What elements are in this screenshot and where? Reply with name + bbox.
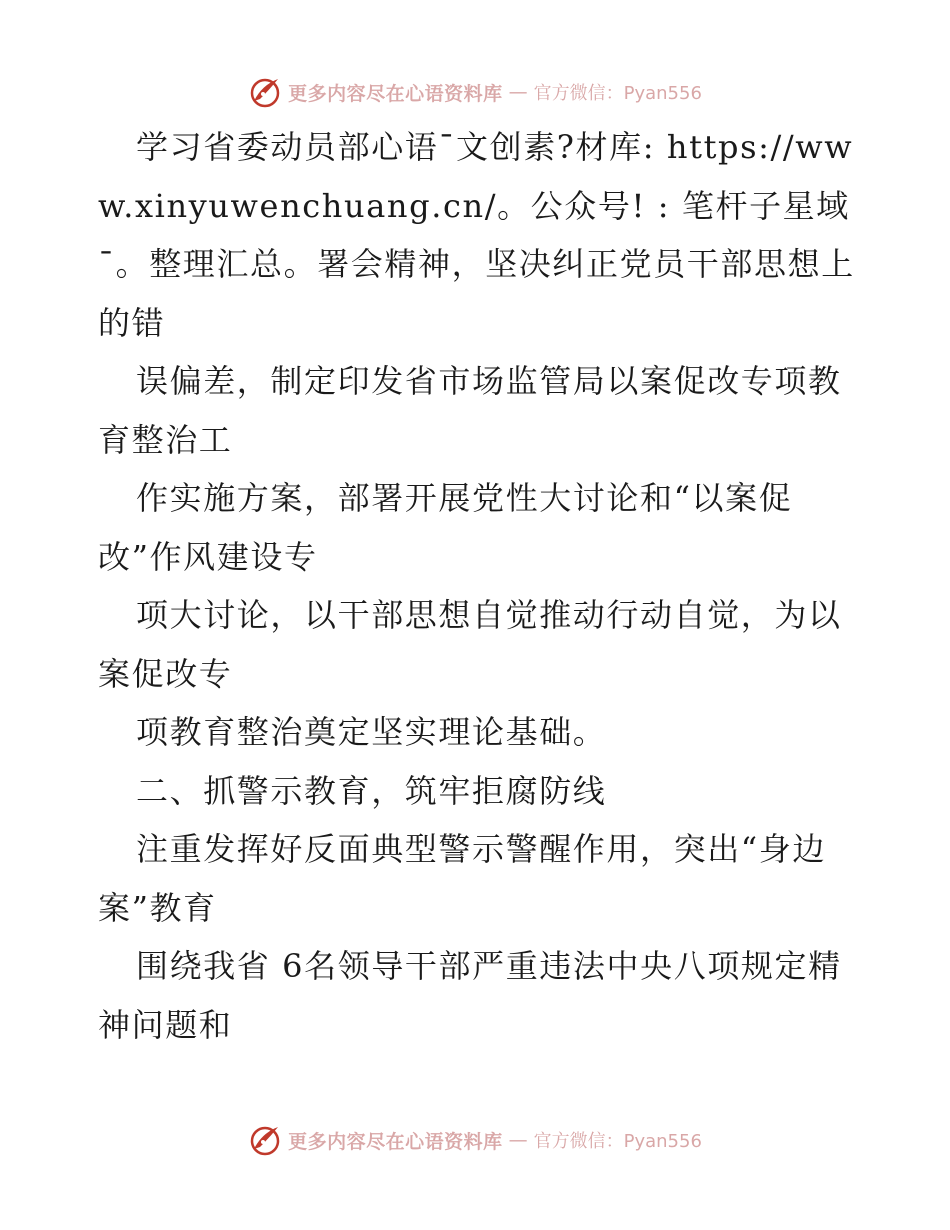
paragraph: 误偏差，制定印发省市场监管局以案促改专项教育整治工 <box>98 362 842 459</box>
header-banner-dash: — <box>508 81 528 103</box>
document-body <box>98 118 858 1054</box>
footer-banner <box>248 1123 702 1157</box>
pen-nib-logo-icon <box>248 75 282 109</box>
footer-banner-wechat: 官方微信：Pyan556 <box>533 1131 702 1152</box>
paragraph: 项大讨论，以干部思想自觉推动行动自觉，为以案促改专 <box>98 596 842 693</box>
paragraph: 项教育整治奠定坚实理论基础。 <box>136 713 607 751</box>
footer-banner-title: 更多内容尽在心语资料库 <box>288 1130 503 1153</box>
section-heading: 二、抓警示教育，筑牢拒腐防线 <box>136 771 607 810</box>
header-banner-title: 更多内容尽在心语资料库 <box>288 82 503 105</box>
pen-nib-logo-icon <box>248 1123 282 1157</box>
header-banner <box>248 75 702 109</box>
paragraph: 注重发挥好反面典型警示警醒作用，突出“身边案”教育 <box>98 830 826 927</box>
page-header <box>0 70 950 114</box>
page-footer <box>0 1118 950 1162</box>
paragraph: 围绕我省 6名领导干部严重违法中央八项规定精神问题和 <box>98 947 842 1044</box>
footer-banner-dash: — <box>508 1129 528 1151</box>
paragraph: 作实施方案，部署开展党性大讨论和“以案促改”作风建设专 <box>98 479 793 576</box>
header-banner-wechat: 官方微信：Pyan556 <box>533 83 702 104</box>
paragraph: 学习省委动员部心语¯文创素?材库: https://www.xinyuwenchuang.cn/。公众号! : 笔杆子星域¯。整理汇总。署会精神，坚决纠正党员干部思想上的错 <box>98 128 855 342</box>
